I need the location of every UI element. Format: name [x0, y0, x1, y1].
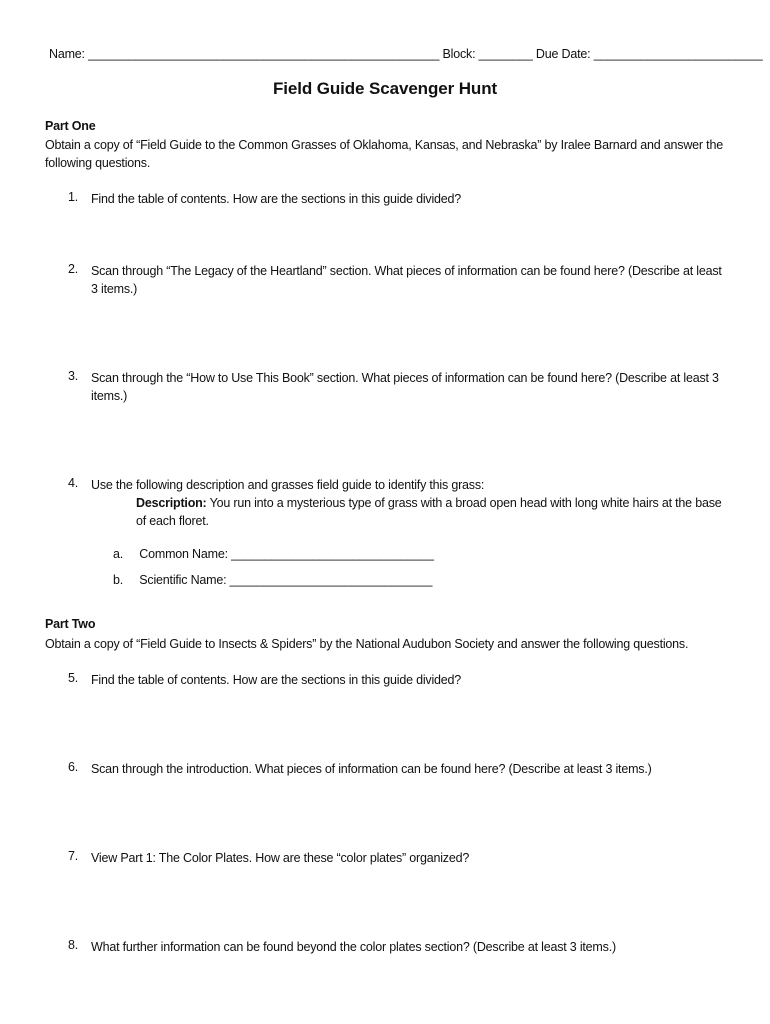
- sub-item-letter: a.: [113, 547, 124, 561]
- question-text: Scan through the introduction. What pieces of information can be found here? (Describe at least 3 items.): [91, 762, 652, 776]
- question-number: 7.: [68, 849, 79, 863]
- question-number: 4.: [68, 476, 79, 490]
- question-number: 5.: [68, 671, 79, 685]
- sub-item-text: Scientific Name: ______________________________: [139, 573, 433, 587]
- question-number: 6.: [68, 760, 79, 774]
- name-blank: ____________________________________________________: [88, 47, 440, 61]
- sub-item-letter: b.: [113, 573, 124, 587]
- scientific-name-item: [113, 573, 432, 587]
- sub-item-text: Common Name: ______________________________: [139, 547, 434, 561]
- common-name-item: [113, 547, 434, 561]
- part-two-heading: Part Two: [45, 617, 96, 631]
- question-8: [68, 938, 90, 952]
- student-info-line: [49, 47, 763, 61]
- question-text: Find the table of contents. How are the sections in this guide divided?: [91, 192, 462, 206]
- part-two-intro: Obtain a copy of “Field Guide to Insects & Spiders” by the National Audubon Society and answer the following questions.: [45, 637, 689, 651]
- question-number: 1.: [68, 190, 79, 204]
- question-3: [68, 369, 90, 383]
- question-5: [68, 671, 90, 685]
- question-text: Use the following description and grasses field guide to identify this grass:: [91, 478, 485, 492]
- question-text: What further information can be found beyond the color plates section? (Describe at least 3 items.): [91, 940, 616, 954]
- due-date-blank: _________________________: [593, 47, 763, 61]
- question-6: [68, 760, 90, 774]
- part-one-heading: Part One: [45, 119, 96, 133]
- question-7: [68, 849, 90, 863]
- question-4: [68, 476, 90, 490]
- question-text: View Part 1: The Color Plates. How are these “color plates” organized?: [91, 851, 470, 865]
- description-label: Description:: [136, 496, 207, 510]
- grass-description: [136, 494, 726, 530]
- question-text: Scan through the “How to Use This Book” section. What pieces of information can be found here? (Describe at least 3 items.): [91, 371, 719, 403]
- question-2: [68, 262, 90, 276]
- description-text: You run into a mysterious type of grass with a broad open head with long white hairs at the base of each floret.: [136, 496, 722, 528]
- block-label: Block:: [442, 47, 476, 61]
- page-title: Field Guide Scavenger Hunt: [272, 79, 498, 98]
- question-number: 8.: [68, 938, 79, 952]
- question-1: [68, 190, 90, 204]
- question-text: Find the table of contents. How are the sections in this guide divided?: [91, 673, 462, 687]
- question-number: 3.: [68, 369, 79, 383]
- question-text: Scan through “The Legacy of the Heartland” section. What pieces of information can be found here? (Describe at least 3 items.): [91, 264, 722, 296]
- name-label: Name:: [49, 47, 85, 61]
- due-date-label: Due Date:: [535, 47, 591, 61]
- part-one-intro: Obtain a copy of “Field Guide to the Common Grasses of Oklahoma, Kansas, and Nebraska” by Iralee Barnard and answer the following questions.: [45, 138, 723, 170]
- block-blank: ________: [478, 47, 533, 61]
- question-number: 2.: [68, 262, 79, 276]
